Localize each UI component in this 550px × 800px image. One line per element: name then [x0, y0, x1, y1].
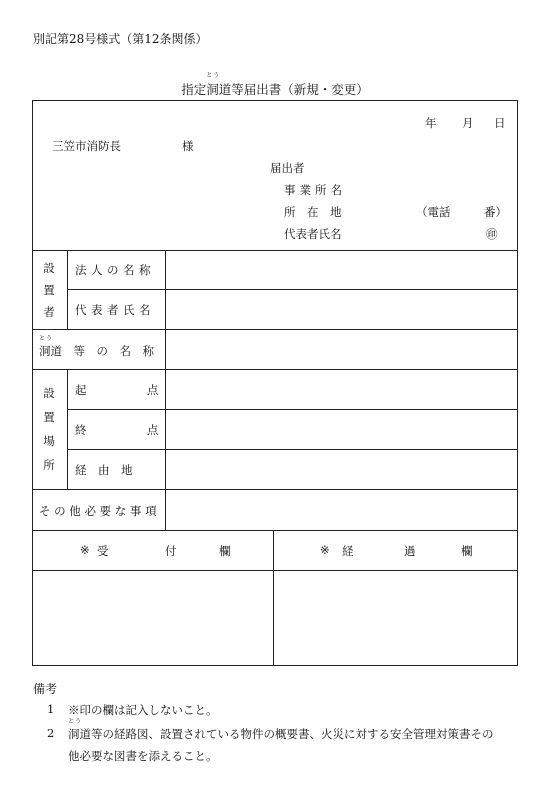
date-day-label: 日: [494, 116, 506, 130]
divider-tunnel-location: [32, 369, 518, 370]
note-2-line2: 他必要な図書を添えること。: [68, 749, 218, 763]
location-group-divider: [67, 369, 68, 489]
divider-other-reception: [32, 530, 518, 531]
installer-group-divider: [67, 250, 68, 329]
note-2-line1: 道等の経路図、設置されている物件の概要書、火災に対する安全管理対策書その: [79, 727, 494, 741]
note-2-text: [68, 718, 494, 742]
title-suffix: 道等届出書（新規・変更）: [218, 82, 369, 97]
receipt-mark: ※: [80, 543, 90, 557]
progress-char: 欄: [461, 544, 473, 558]
form-frame: [32, 100, 518, 666]
end-point-label-b: 点: [147, 423, 159, 437]
installer-label-char: 置: [43, 283, 55, 297]
note-1-text: ※印の欄は記入しないこと。: [68, 703, 218, 717]
label-value-divider: [165, 250, 166, 530]
progress-char: 経: [342, 544, 354, 558]
note-2-furigana: とう: [68, 718, 83, 725]
form-number: 別記第28号様式（第12条関係）: [33, 32, 208, 46]
note-2-number: 2: [47, 726, 55, 740]
date-year-label: 年: [425, 116, 437, 130]
divider-location-row1: [67, 409, 518, 410]
location-label: 所 在 地: [284, 205, 342, 219]
installer-label-char: 者: [43, 305, 55, 319]
title-prefix: 指定: [181, 82, 207, 97]
location-label-char: 場: [43, 434, 55, 448]
divider-address-installer: [32, 250, 518, 251]
tunnel-label-rest: 道 等 の 名 称: [50, 344, 154, 358]
document-title: [0, 72, 550, 98]
end-point-label-a: 終: [75, 423, 87, 437]
divider-installer-tunnel: [32, 329, 518, 330]
start-point-label-a: 起: [75, 383, 87, 397]
divider-installer-rows: [67, 289, 518, 290]
recipient-name: 三笠市消防長: [52, 139, 121, 153]
tunnel-name-label: [39, 335, 154, 359]
divider-location-row2: [67, 449, 518, 450]
notes-heading: 備考: [33, 682, 58, 696]
reception-divider: [273, 530, 274, 666]
seal-mark: ㊞: [486, 227, 498, 241]
submitter-heading: 届出者: [270, 161, 305, 175]
tunnel-ruby-word: [39, 335, 54, 359]
office-name-label: 事業所名: [284, 183, 346, 197]
receipt-char: 受: [97, 544, 109, 558]
note-1-number: 1: [47, 702, 55, 716]
divider-location-other: [32, 489, 518, 490]
tunnel-ruby-base: 洞: [39, 344, 51, 358]
location-label-char: 置: [43, 410, 55, 424]
installer-label-char: 設: [43, 261, 55, 275]
phone-open-label: （電話: [416, 205, 451, 219]
title-ruby-base: 洞: [206, 82, 219, 97]
installer-group-label: [39, 257, 59, 323]
location-label-char: 設: [43, 386, 55, 400]
title-furigana: とう: [206, 72, 221, 79]
progress-char: 過: [404, 544, 416, 558]
start-point-label-b: 点: [147, 383, 159, 397]
title-ruby-word: [206, 72, 221, 98]
date-month-label: 月: [462, 116, 474, 130]
tunnel-furigana: とう: [39, 335, 54, 342]
note-2-ruby-word: [68, 718, 83, 742]
progress-mark: ※: [320, 543, 330, 557]
receipt-char: 付: [165, 544, 177, 558]
divider-reception-header: [32, 570, 518, 571]
note-2-ruby-base: 洞: [68, 727, 80, 741]
location-group-label: [39, 381, 59, 477]
via-point-label: 経 由 地: [75, 463, 133, 477]
recipient-honorific: 様: [182, 139, 194, 153]
representative-name-label: 代表者氏名: [284, 227, 342, 241]
corporation-name-label: 法人の名称: [75, 263, 155, 277]
other-matters-label: そ の 他 必 要 な 事 項: [39, 504, 157, 518]
phone-close-label: 番）: [484, 205, 507, 219]
installer-representative-label: 代表者氏名: [75, 303, 155, 317]
receipt-char: 欄: [219, 544, 231, 558]
location-label-char: 所: [43, 458, 55, 472]
